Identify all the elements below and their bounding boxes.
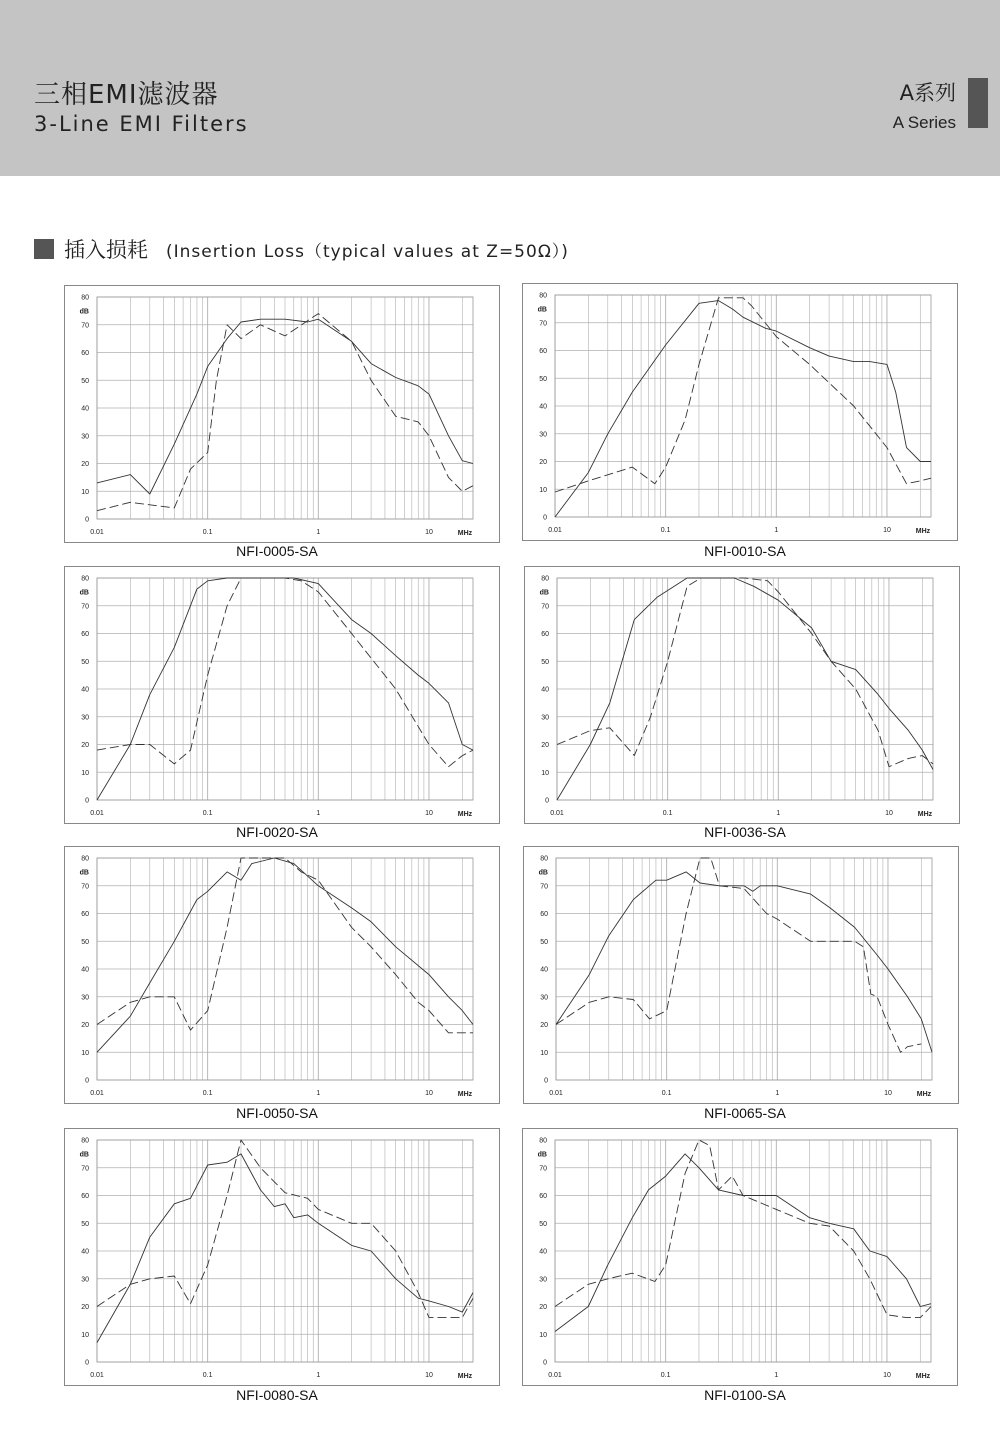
x-tick-label: 1 — [316, 529, 321, 536]
y-tick-label: 50 — [81, 658, 89, 666]
y-tick-label: 0 — [85, 516, 89, 524]
y-tick-label: 40 — [541, 686, 549, 694]
x-tick-label: 1 — [316, 1372, 321, 1379]
x-tick-label: 1 — [774, 1372, 779, 1379]
chart-panel-0100 — [522, 1128, 958, 1386]
y-tick-label: 30 — [539, 431, 547, 439]
y-tick-label: 60 — [81, 631, 89, 638]
y-tick-label: 70 — [81, 322, 89, 330]
y-tick-label: 60 — [539, 348, 547, 355]
y-tick-label: 80 — [81, 855, 89, 863]
chart-title-0010: NFI-0010-SA — [704, 543, 786, 559]
y-tick-label: 30 — [540, 994, 548, 1002]
x-tick-label: 1 — [774, 527, 779, 534]
chart-title-0065: NFI-0065-SA — [704, 1105, 786, 1121]
y-axis-unit-label: dB — [539, 589, 549, 597]
y-tick-label: 0 — [545, 797, 549, 805]
y-tick-label: 0 — [544, 1077, 548, 1085]
y-tick-label: 20 — [81, 1022, 89, 1029]
x-tick-label: 0.01 — [548, 1372, 562, 1379]
x-tick-label: 0.01 — [90, 1372, 104, 1379]
x-axis-unit-label: MHz — [915, 528, 931, 535]
y-axis-unit-label: dB — [537, 306, 547, 314]
y-axis-unit-label: dB — [79, 589, 89, 597]
y-tick-label: 50 — [81, 938, 89, 946]
x-tick-label: 1 — [776, 810, 781, 817]
y-tick-label: 0 — [543, 1359, 547, 1367]
y-tick-label: 10 — [81, 1331, 89, 1339]
y-tick-label: 60 — [539, 1193, 547, 1200]
y-tick-label: 30 — [539, 1276, 547, 1284]
y-tick-label: 10 — [539, 1331, 547, 1339]
y-tick-label: 30 — [81, 1276, 89, 1284]
y-tick-label: 50 — [539, 375, 547, 383]
x-tick-label: 1 — [775, 1090, 780, 1097]
chart-panel-0065 — [523, 846, 959, 1104]
y-tick-label: 40 — [81, 1248, 89, 1256]
x-tick-label: 0.01 — [90, 529, 104, 536]
x-tick-label: 0.1 — [202, 1090, 213, 1097]
x-axis-unit-label: MHz — [917, 811, 933, 818]
y-tick-label: 60 — [81, 911, 89, 918]
y-tick-label: 60 — [81, 1193, 89, 1200]
y-tick-label: 80 — [81, 294, 89, 302]
y-tick-label: 20 — [541, 742, 549, 749]
x-tick-label: 1 — [316, 1090, 321, 1097]
y-tick-label: 50 — [540, 938, 548, 946]
y-tick-label: 20 — [81, 742, 89, 749]
y-tick-label: 40 — [539, 403, 547, 411]
x-tick-label: 10 — [425, 1372, 433, 1379]
y-axis-unit-label: dB — [79, 1151, 89, 1159]
x-tick-label: 10 — [425, 1090, 433, 1097]
y-tick-label: 70 — [540, 883, 548, 891]
x-tick-label: 10 — [883, 1372, 891, 1379]
section-title-cn: 插入损耗 — [64, 238, 148, 262]
series-label-en: A Series — [892, 113, 956, 132]
y-tick-label: 70 — [539, 320, 547, 328]
x-tick-label: 0.1 — [202, 810, 213, 817]
y-tick-label: 30 — [81, 994, 89, 1002]
x-tick-label: 0.01 — [90, 810, 104, 817]
y-tick-label: 20 — [81, 461, 89, 468]
chart-title-0080: NFI-0080-SA — [236, 1387, 318, 1403]
x-tick-label: 0.01 — [550, 810, 564, 817]
y-tick-label: 70 — [539, 1165, 547, 1173]
x-tick-label: 10 — [884, 1090, 892, 1097]
y-axis-unit-label: dB — [79, 308, 89, 316]
y-tick-label: 40 — [81, 686, 89, 694]
y-tick-label: 70 — [81, 883, 89, 891]
x-tick-label: 10 — [425, 810, 433, 817]
y-tick-label: 10 — [540, 1049, 548, 1057]
y-tick-label: 70 — [81, 603, 89, 611]
x-axis-unit-label: MHz — [457, 1091, 473, 1098]
chart-title-0005: NFI-0005-SA — [236, 543, 318, 559]
x-tick-label: 10 — [883, 527, 891, 534]
y-tick-label: 40 — [81, 966, 89, 974]
y-tick-label: 10 — [539, 486, 547, 494]
y-tick-label: 20 — [539, 459, 547, 466]
y-tick-label: 30 — [81, 714, 89, 722]
series-line-dashed — [556, 858, 921, 1052]
x-tick-label: 1 — [316, 810, 321, 817]
x-tick-label: 0.01 — [90, 1090, 104, 1097]
series-marker-bar — [968, 78, 988, 128]
x-axis-unit-label: MHz — [457, 1373, 473, 1380]
y-tick-label: 30 — [541, 714, 549, 722]
y-tick-label: 60 — [81, 350, 89, 357]
y-tick-label: 50 — [81, 377, 89, 385]
chart-panel-0020 — [64, 566, 500, 824]
x-tick-label: 0.1 — [660, 527, 671, 534]
y-tick-label: 80 — [540, 855, 548, 863]
y-tick-label: 80 — [539, 1137, 547, 1145]
y-axis-unit-label: dB — [537, 1151, 547, 1159]
x-tick-label: 0.1 — [662, 810, 673, 817]
chart-panel-0005 — [64, 285, 500, 543]
y-tick-label: 20 — [539, 1304, 547, 1311]
x-tick-label: 0.1 — [661, 1090, 672, 1097]
chart-title-0100: NFI-0100-SA — [704, 1387, 786, 1403]
chart-panel-0010 — [522, 283, 958, 541]
y-tick-label: 70 — [541, 603, 549, 611]
x-axis-unit-label: MHz — [916, 1091, 932, 1098]
y-tick-label: 10 — [541, 769, 549, 777]
y-tick-label: 0 — [85, 1359, 89, 1367]
x-tick-label: 10 — [885, 810, 893, 817]
y-tick-label: 80 — [541, 575, 549, 583]
section-title-en: (Insertion Loss（typical values at Z=50Ω）) — [166, 241, 569, 262]
chart-panel-0050 — [64, 846, 500, 1104]
page-title-en: 3-Line EMI Filters — [34, 112, 249, 136]
y-tick-label: 50 — [541, 658, 549, 666]
y-tick-label: 50 — [81, 1220, 89, 1228]
x-tick-label: 0.01 — [549, 1090, 563, 1097]
y-tick-label: 0 — [543, 514, 547, 522]
y-tick-label: 80 — [81, 575, 89, 583]
y-tick-label: 0 — [85, 1077, 89, 1085]
x-axis-unit-label: MHz — [457, 530, 473, 537]
y-tick-label: 20 — [540, 1022, 548, 1029]
chart-title-0036: NFI-0036-SA — [704, 824, 786, 840]
y-tick-label: 40 — [540, 966, 548, 974]
y-tick-label: 10 — [81, 488, 89, 496]
y-tick-label: 20 — [81, 1304, 89, 1311]
page-header — [0, 0, 1000, 176]
section-heading — [34, 237, 569, 261]
x-tick-label: 10 — [425, 529, 433, 536]
y-tick-label: 40 — [81, 405, 89, 413]
page-title-cn: 三相EMI滤波器 — [34, 80, 219, 110]
y-tick-label: 70 — [81, 1165, 89, 1173]
y-axis-unit-label: dB — [538, 869, 548, 877]
chart-panel-0036 — [524, 566, 960, 824]
series-label-cn: A系列 — [899, 81, 956, 105]
x-tick-label: 0.1 — [202, 529, 213, 536]
y-tick-label: 30 — [81, 433, 89, 441]
y-tick-label: 40 — [539, 1248, 547, 1256]
x-axis-unit-label: MHz — [457, 811, 473, 818]
y-tick-label: 50 — [539, 1220, 547, 1228]
y-tick-label: 60 — [540, 911, 548, 918]
y-tick-label: 80 — [81, 1137, 89, 1145]
chart-title-0020: NFI-0020-SA — [236, 824, 318, 840]
chart-panel-0080 — [64, 1128, 500, 1386]
y-tick-label: 10 — [81, 769, 89, 777]
section-square-icon — [34, 239, 54, 259]
x-tick-label: 0.1 — [202, 1372, 213, 1379]
chart-title-0050: NFI-0050-SA — [236, 1105, 318, 1121]
y-tick-label: 10 — [81, 1049, 89, 1057]
x-tick-label: 0.1 — [660, 1372, 671, 1379]
y-axis-unit-label: dB — [79, 869, 89, 877]
y-tick-label: 60 — [541, 631, 549, 638]
x-axis-unit-label: MHz — [915, 1373, 931, 1380]
y-tick-label: 0 — [85, 797, 89, 805]
x-tick-label: 0.01 — [548, 527, 562, 534]
y-tick-label: 80 — [539, 292, 547, 300]
